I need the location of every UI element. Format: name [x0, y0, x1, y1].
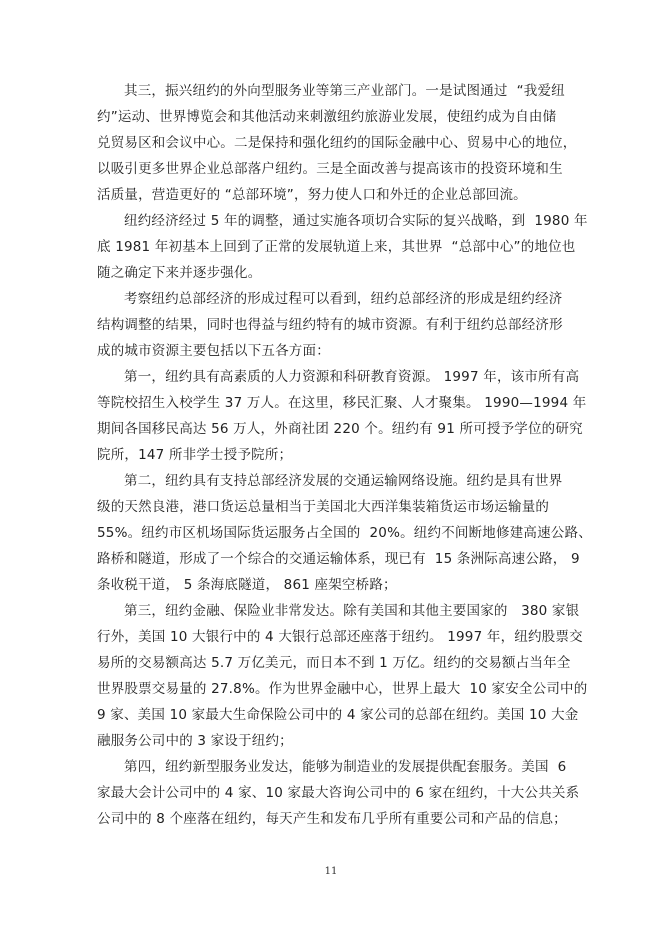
text-line: 世界股票交易量的 27.8%。作为世界金融中心，世界上最大 10 家安全公司中的	[97, 681, 588, 697]
text-line: 行外，美国 10 大银行中的 4 大银行总部还座落于纽约。 1997 年，纽约股票交	[97, 629, 583, 645]
text-line: 成的城市资源主要包括以下五各方面：	[97, 343, 330, 359]
text-line: 纽约经济经过 5 年的调整，通过实施各项切合实际的复兴战略，到 1980 年	[124, 213, 588, 229]
text-line: 易所的交易额高达 5.7 万亿美元，而日本不到 1 万亿。纽约的交易额占当年全	[97, 655, 571, 671]
text-line: 第四，纽约新型服务业发达，能够为制造业的发展提供配套服务。美国 6	[124, 759, 567, 775]
text-line: 约”运动、世界博览会和其他活动来刺激纽约旅游业发展，使纽约成为自由储	[97, 109, 557, 125]
text-line: 底 1981 年初基本上回到了正常的发展轨道上来，其世界 “总部中心”的地位也	[97, 239, 576, 255]
text-line: 55%。纽约市区机场国际货运服务占全国的 20%。纽约不间断地修建高速公路、	[97, 525, 592, 541]
text-line: 路桥和隧道，形成了一个综合的交通运输体系，现已有 15 条洲际高速公路， 9	[97, 551, 580, 567]
text-line: 级的天然良港，港口货运总量相当于美国北大西洋集装箱货运市场运输量的	[97, 499, 550, 515]
text-line: 9 家、美国 10 家最大生命保险公司中的 4 家公司的总部在纽约。美国 10 大金	[97, 707, 579, 723]
text-line: 院所，147 所非学士授予院所；	[97, 447, 293, 463]
text-line: 考察纽约总部经济的形成过程可以看到，纽约总部经济的形成是纽约经济	[124, 291, 563, 307]
text-line: 融服务公司中的 3 家设于纽约；	[97, 733, 293, 749]
text-line: 结构调整的结果，同时也得益与纽约特有的城市资源。有利于纽约总部经济形	[97, 317, 563, 333]
text-line: 家最大会计公司中的 4 家、10 家最大咨询公司中的 6 家在纽约，十大公共关系	[97, 785, 580, 801]
text-line: 随之确定下来并逐步强化。	[97, 265, 262, 281]
text-line: 期间各国移民高达 56 万人，外商社团 220 个。纽约有 91 所可授予学位的研究	[97, 421, 583, 437]
text-line: 以吸引更多世界企业总部落户纽约。三是全面改善与提高该市的投资环境和生	[97, 161, 563, 177]
text-line: 兑贸易区和会议中心。二是保持和强化纽约的国际金融中心、贸易中心的地位，	[97, 135, 577, 151]
text-line: 等院校招生入校学生 37 万人。在这里，移民汇聚、人才聚集。 1990—1994 年	[97, 395, 587, 411]
text-line: 公司中的 8 个座落在纽约，每天产生和发布几乎所有重要公司和产品的信息；	[97, 811, 567, 827]
page-number: 11	[324, 866, 338, 877]
text-line: 其三，振兴纽约的外向型服务业等第三产业部门。一是试图通过 “我爱纽	[124, 83, 565, 99]
text-line: 活质量，营造更好的 “总部环境”，努力使人口和外迁的企业总部回流。	[97, 187, 527, 203]
text-line: 第一，纽约具有高素质的人力资源和科研教育资源。 1997 年，该市所有高	[124, 369, 580, 385]
text-line: 第三，纽约金融、保险业非常发达。除有美国和其他主要国家的 380 家银	[124, 603, 580, 619]
text-line: 条收税干道， 5 条海底隧道， 861 座架空桥路；	[97, 577, 397, 593]
text-line: 第二，纽约具有支持总部经济发展的交通运输网络设施。纽约是具有世界	[124, 473, 563, 489]
